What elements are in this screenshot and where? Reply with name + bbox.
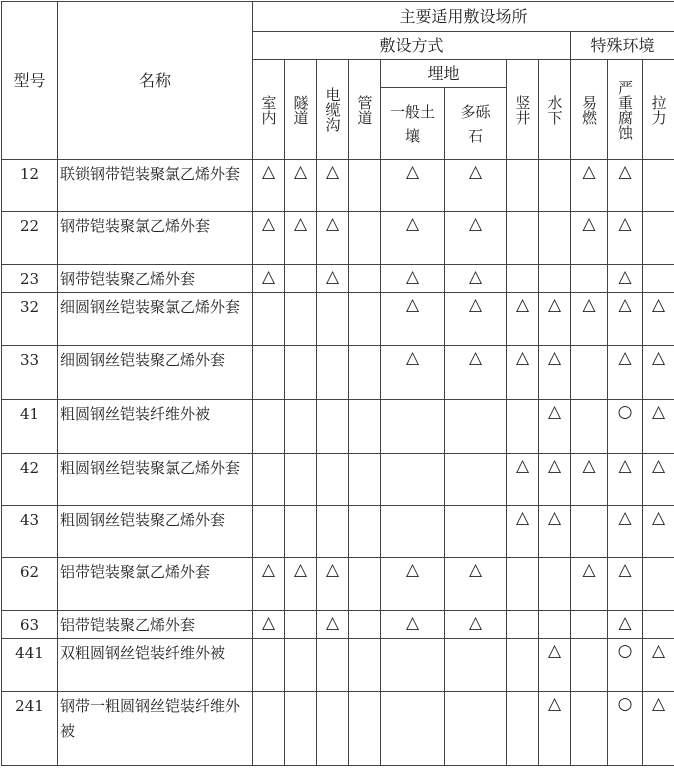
row-name: 联锁钢带铠装聚氯乙烯外套 (58, 160, 253, 212)
header-special-environment: 特殊环境 (571, 32, 674, 60)
row-mark (507, 558, 539, 611)
row-mark (539, 160, 571, 212)
header-col-underwater: 水下 (539, 60, 571, 160)
row-mark (507, 692, 539, 766)
table-row (2, 558, 674, 611)
row-model: 241 (2, 692, 58, 766)
row-mark (317, 692, 349, 766)
header-col-indoor: 室内 (253, 60, 285, 160)
row-mark (571, 400, 608, 454)
row-name: 钢带一粗圆钢丝铠装纤维外被 (58, 692, 253, 766)
row-mark (349, 639, 381, 692)
row-mark (285, 611, 317, 639)
row-mark (349, 692, 381, 766)
row-name: 粗圆钢丝铠装纤维外被 (58, 400, 253, 454)
header-col-flammable: 易燃 (571, 60, 608, 160)
row-mark: △ (445, 346, 507, 400)
row-mark: △ (571, 293, 608, 346)
row-mark (507, 611, 539, 639)
row-mark (317, 346, 349, 400)
row-mark: △ (445, 293, 507, 346)
row-mark (285, 265, 317, 293)
row-mark: △ (608, 558, 643, 611)
header-col-pipe: 管道 (349, 60, 381, 160)
row-mark: △ (643, 639, 674, 692)
row-model: 12 (2, 160, 58, 212)
row-mark (349, 346, 381, 400)
row-mark: △ (445, 265, 507, 293)
row-mark: △ (608, 611, 643, 639)
header-model: 型号 (2, 2, 58, 160)
row-mark: △ (317, 265, 349, 293)
row-mark (253, 692, 285, 766)
header-col-gravel: 多砾石 (445, 88, 507, 160)
row-mark (317, 454, 349, 506)
row-mark: △ (507, 454, 539, 506)
row-mark: △ (507, 506, 539, 558)
row-mark: △ (571, 454, 608, 506)
row-mark: △ (539, 346, 571, 400)
row-mark (571, 265, 608, 293)
row-mark (539, 265, 571, 293)
row-mark (445, 639, 507, 692)
row-mark: △ (445, 558, 507, 611)
row-mark: △ (539, 639, 571, 692)
row-mark (571, 346, 608, 400)
row-model: 63 (2, 611, 58, 639)
row-mark (349, 400, 381, 454)
row-mark (253, 293, 285, 346)
row-name: 粗圆钢丝铠装聚乙烯外套 (58, 506, 253, 558)
row-mark (349, 293, 381, 346)
row-mark (349, 212, 381, 265)
row-mark: △ (539, 692, 571, 766)
row-mark: △ (643, 400, 674, 454)
row-mark (285, 454, 317, 506)
header-name: 名称 (58, 2, 253, 160)
row-mark (643, 212, 674, 265)
row-name: 细圆钢丝铠装聚乙烯外套 (58, 346, 253, 400)
row-mark (253, 506, 285, 558)
row-mark (285, 639, 317, 692)
row-mark: △ (253, 265, 285, 293)
row-mark (349, 558, 381, 611)
row-mark (507, 160, 539, 212)
row-mark (381, 454, 445, 506)
row-mark (571, 639, 608, 692)
table-row (2, 160, 674, 212)
table-row (2, 400, 674, 454)
row-mark (507, 639, 539, 692)
row-mark: △ (608, 454, 643, 506)
row-mark (317, 400, 349, 454)
row-name: 双粗圆钢丝铠装纤维外被 (58, 639, 253, 692)
row-mark: △ (608, 160, 643, 212)
row-mark: △ (539, 293, 571, 346)
row-mark: △ (317, 558, 349, 611)
row-mark: △ (381, 346, 445, 400)
row-mark (349, 454, 381, 506)
header-col-general-soil: 一般土壤 (381, 88, 445, 160)
row-mark (349, 265, 381, 293)
row-mark (643, 558, 674, 611)
row-mark: △ (381, 611, 445, 639)
row-mark (507, 212, 539, 265)
row-mark: △ (253, 160, 285, 212)
row-mark: △ (381, 293, 445, 346)
row-mark: △ (571, 558, 608, 611)
row-model: 42 (2, 454, 58, 506)
row-name: 铝带铠装聚氯乙烯外套 (58, 558, 253, 611)
row-mark: △ (539, 400, 571, 454)
row-mark (253, 400, 285, 454)
table-row (2, 293, 674, 346)
row-mark: △ (608, 346, 643, 400)
row-mark (507, 265, 539, 293)
row-mark: △ (571, 160, 608, 212)
row-model: 23 (2, 265, 58, 293)
row-mark (349, 160, 381, 212)
row-mark (381, 506, 445, 558)
table-row (2, 692, 674, 766)
row-mark: △ (643, 293, 674, 346)
row-mark: △ (507, 293, 539, 346)
row-name: 粗圆钢丝铠装聚氯乙烯外套 (58, 454, 253, 506)
row-mark (349, 611, 381, 639)
row-model: 32 (2, 293, 58, 346)
row-name: 细圆钢丝铠装聚氯乙烯外套 (58, 293, 253, 346)
header-buried: 埋地 (381, 60, 507, 88)
row-mark: △ (285, 212, 317, 265)
header-laying-method: 敷设方式 (253, 32, 571, 60)
row-mark (445, 400, 507, 454)
row-mark: △ (539, 506, 571, 558)
row-mark (643, 265, 674, 293)
row-mark (253, 346, 285, 400)
row-mark: △ (608, 265, 643, 293)
row-mark: ○ (608, 692, 643, 766)
row-mark: △ (643, 692, 674, 766)
row-mark (445, 692, 507, 766)
row-name: 钢带铠装聚乙烯外套 (58, 265, 253, 293)
row-model: 43 (2, 506, 58, 558)
table-row (2, 639, 674, 692)
row-mark: △ (608, 293, 643, 346)
row-model: 62 (2, 558, 58, 611)
table-row (2, 265, 674, 293)
row-mark: △ (285, 160, 317, 212)
row-mark: △ (539, 454, 571, 506)
row-mark: △ (317, 212, 349, 265)
row-mark: △ (445, 611, 507, 639)
row-mark: △ (643, 506, 674, 558)
row-mark: △ (571, 212, 608, 265)
row-mark (381, 692, 445, 766)
row-mark (507, 400, 539, 454)
row-mark (317, 506, 349, 558)
row-mark: △ (381, 558, 445, 611)
row-mark (285, 293, 317, 346)
row-name: 铝带铠装聚乙烯外套 (58, 611, 253, 639)
row-mark: △ (445, 160, 507, 212)
row-mark (445, 454, 507, 506)
row-mark (349, 506, 381, 558)
row-mark (253, 454, 285, 506)
row-mark (539, 611, 571, 639)
row-mark: △ (643, 346, 674, 400)
row-mark (285, 346, 317, 400)
row-model: 41 (2, 400, 58, 454)
row-mark (381, 639, 445, 692)
row-mark: △ (608, 212, 643, 265)
row-mark (445, 506, 507, 558)
row-mark: ○ (608, 400, 643, 454)
header-col-tension: 拉力 (643, 60, 674, 160)
row-mark: △ (381, 212, 445, 265)
row-mark: △ (507, 346, 539, 400)
cable-application-table (1, 1, 674, 766)
row-mark: △ (285, 558, 317, 611)
row-mark (285, 506, 317, 558)
row-model: 33 (2, 346, 58, 400)
row-mark (571, 692, 608, 766)
row-mark: △ (253, 212, 285, 265)
row-mark (571, 611, 608, 639)
row-mark (253, 639, 285, 692)
header-col-tunnel: 隧道 (285, 60, 317, 160)
row-name: 钢带铠装聚氯乙烯外套 (58, 212, 253, 265)
row-mark (317, 639, 349, 692)
row-model: 22 (2, 212, 58, 265)
header-main-laying-site: 主要适用敷设场所 (253, 2, 674, 32)
row-mark: △ (317, 611, 349, 639)
header-col-cable-trench: 电缆沟 (317, 60, 349, 160)
row-mark: ○ (608, 639, 643, 692)
row-mark (571, 506, 608, 558)
row-mark: △ (643, 454, 674, 506)
table-row (2, 611, 674, 639)
table-row (2, 454, 674, 506)
table-row (2, 346, 674, 400)
row-mark: △ (445, 212, 507, 265)
row-mark: △ (317, 160, 349, 212)
row-mark (317, 293, 349, 346)
table-row (2, 212, 674, 265)
row-mark: △ (381, 160, 445, 212)
row-mark (539, 558, 571, 611)
row-mark: △ (381, 265, 445, 293)
row-model: 441 (2, 639, 58, 692)
row-mark (643, 611, 674, 639)
row-mark (285, 692, 317, 766)
row-mark (643, 160, 674, 212)
header-col-severe-corrosion: 严重腐蚀 (608, 60, 643, 160)
table-row (2, 506, 674, 558)
row-mark (381, 400, 445, 454)
row-mark (539, 212, 571, 265)
row-mark: △ (608, 506, 643, 558)
header-col-shaft: 竖井 (507, 60, 539, 160)
row-mark: △ (253, 611, 285, 639)
row-mark: △ (253, 558, 285, 611)
row-mark (285, 400, 317, 454)
